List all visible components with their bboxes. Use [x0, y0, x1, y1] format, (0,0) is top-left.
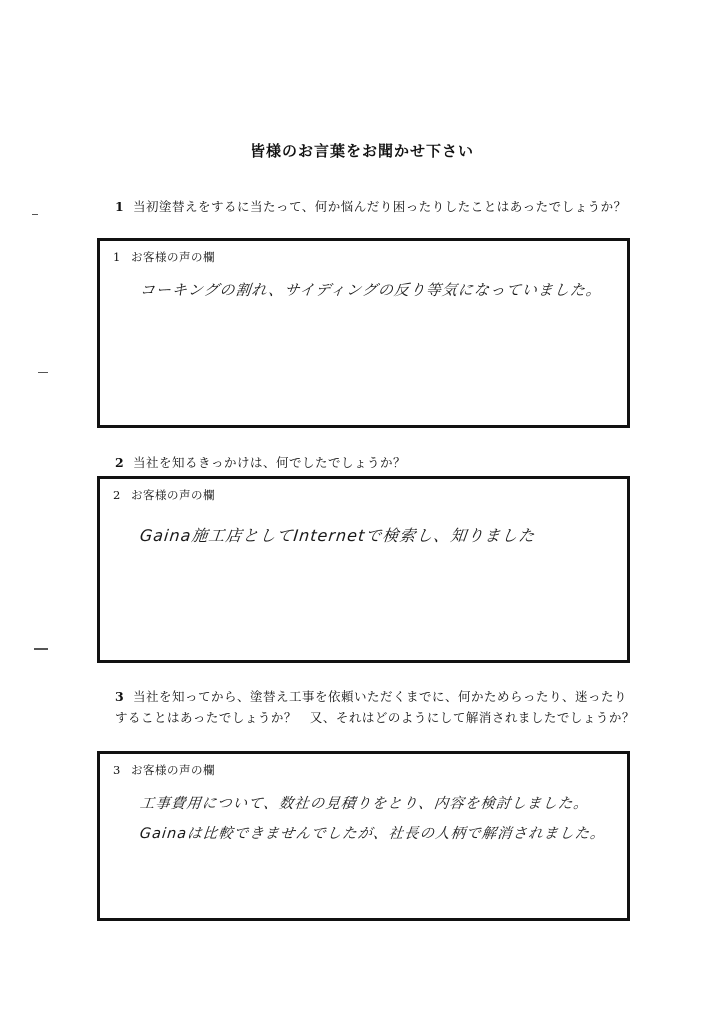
box-number: 3: [113, 763, 121, 777]
box-label: [113, 762, 215, 778]
box-label-text: お客様の声の欄: [131, 488, 215, 502]
answer-box-1: [97, 238, 630, 428]
scan-mark: [38, 372, 48, 373]
scan-mark: [34, 648, 48, 650]
box-label-text: お客様の声の欄: [131, 250, 215, 264]
handwritten-answer-line: コーキングの割れ、サイディングの反り等気になっていました。: [139, 281, 603, 299]
question-2: [115, 452, 635, 473]
box-number: 2: [113, 488, 121, 502]
question-number: 1: [115, 199, 125, 214]
box-label: [113, 249, 215, 265]
handwritten-answer-line: 工事費用について、数社の見積りをとり、内容を検討しました。: [139, 796, 590, 812]
question-text: 当初塗替えをするに当たって、何か悩んだり困ったりしたことはあったでしょうか？: [133, 199, 627, 214]
box-number: 1: [113, 250, 121, 264]
question-number: 2: [115, 455, 125, 470]
question-text: 当社を知ってから、塗替え工事を依頼いただくまでに、何かためらったり、迷ったりすることはあったでしょうか？ 又、それはどのようにして解消されましたでしょうか？: [115, 689, 635, 725]
question-1: [115, 196, 635, 217]
handwritten-answer-line: Gaina施工店としてInternetで検索し、知りました: [138, 526, 537, 545]
box-label-text: お客様の声の欄: [131, 763, 215, 777]
question-number: 3: [115, 689, 125, 704]
question-text: 当社を知るきっかけは、何でしたでしょうか？: [133, 455, 407, 470]
answer-box-3: [97, 751, 630, 921]
box-label: [113, 487, 215, 503]
answer-box-2: [97, 476, 630, 663]
page-title: 皆様のお言葉をお聞かせ下さい: [249, 142, 474, 160]
question-3: [115, 686, 635, 728]
scan-mark: [32, 214, 38, 215]
handwritten-answer-line: Gainaは比較できませんでしたが、社長の人柄で解消されました。: [139, 826, 607, 842]
